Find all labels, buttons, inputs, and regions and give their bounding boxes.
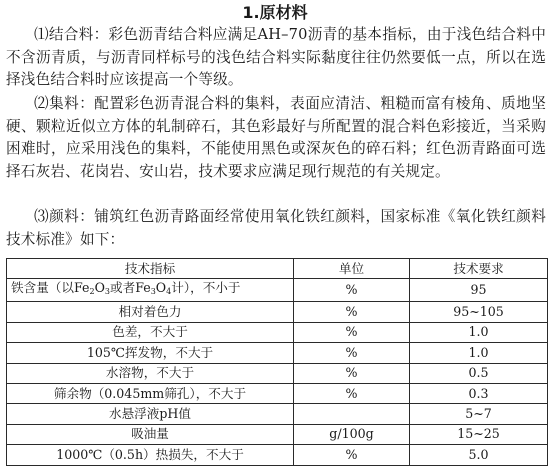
- table-row: [7, 343, 548, 363]
- table-row: [7, 363, 548, 383]
- row-requirement: 95: [410, 279, 548, 302]
- iron-name-part: 铁含量（以Fe: [11, 280, 90, 296]
- table-row: [7, 404, 548, 424]
- row-name: 水悬浮液pH值: [7, 404, 294, 424]
- row-name: 筛余物（0.045mm筛孔），不大于: [7, 383, 294, 403]
- table-row: [7, 445, 548, 465]
- row-name: 水溶物，不大于: [7, 363, 294, 383]
- table-row: [7, 383, 548, 403]
- header-unit: 单位: [294, 259, 410, 279]
- row-name: 1000℃（0.5h）热损失，不大于: [7, 445, 294, 465]
- row-unit: %: [294, 322, 410, 342]
- iron-subscript: 3: [104, 287, 110, 297]
- iron-name-part: O: [155, 280, 167, 296]
- row-unit: [294, 404, 410, 424]
- iron-name-part: 计），不小于: [171, 280, 241, 296]
- row-unit: %: [294, 445, 410, 465]
- pigment-spec-table: [6, 258, 548, 466]
- table-row: [7, 424, 548, 444]
- iron-subscript: 2: [89, 287, 95, 297]
- table-row: [7, 322, 548, 342]
- row-requirement: 5.0: [410, 445, 548, 465]
- section-title: 1.原材料: [242, 3, 308, 22]
- row-requirement: 95~105: [410, 302, 548, 322]
- iron-subscript: 3: [150, 287, 156, 297]
- row-name: 色差，不大于: [7, 322, 294, 342]
- iron-name-part: O: [94, 280, 105, 296]
- table-row: [7, 302, 548, 322]
- row-unit: %: [294, 383, 410, 403]
- row-unit: %: [294, 279, 410, 302]
- header-requirement: 技术要求: [410, 259, 548, 279]
- row-name: 105℃挥发物，不大于: [7, 343, 294, 363]
- row-unit: %: [294, 343, 410, 363]
- row-name: 相对着色力: [7, 302, 294, 322]
- table-header-row: [7, 259, 548, 279]
- paragraph-pigment: ⑶颜料：铺筑红色沥青路面经常使用氧化铁红颜料，国家标准《氧化铁红颜料技术标准》如下：: [6, 208, 546, 248]
- row-requirement: 5~7: [410, 404, 548, 424]
- paragraph-binder: ⑴结合料：彩色沥青结合料应满足AH–70沥青的基本指标，由于浅色结合料中不含沥青质，与沥青同样标号的浅色结合料实际黏度往往仍然要低一点，所以在选择浅色结合料时应该提高一个等级。: [6, 26, 546, 88]
- header-indicator: 技术指标: [7, 259, 294, 279]
- iron-subscript: 4: [166, 287, 172, 297]
- row-requirement: 15~25: [410, 424, 548, 444]
- paragraph-aggregate: ⑵集料：配置彩色沥青混合料的集料，表面应清洁、粗糙而富有棱角、质地坚硬、颗粒近似立方体的轧制碎石，其色彩最好与所配置的混合料色彩接近，当采购困难时，应采用浅色的集料，不能使用黑色或深灰色的碎石料；红色沥青路面可选择石灰岩、花岗岩、安山岩，技术要求应满足现行规范的有关规定。: [6, 95, 546, 180]
- row-name-iron-content: [7, 279, 294, 302]
- table-row: [7, 279, 548, 302]
- row-requirement: 1.0: [410, 343, 548, 363]
- row-requirement: 0.5: [410, 363, 548, 383]
- row-unit: %: [294, 363, 410, 383]
- row-requirement: 1.0: [410, 322, 548, 342]
- row-name: 吸油量: [7, 424, 294, 444]
- row-unit: %: [294, 302, 410, 322]
- row-requirement: 0.3: [410, 383, 548, 403]
- row-unit: g/100g: [294, 424, 410, 444]
- iron-name-part: 或者Fe: [110, 280, 151, 296]
